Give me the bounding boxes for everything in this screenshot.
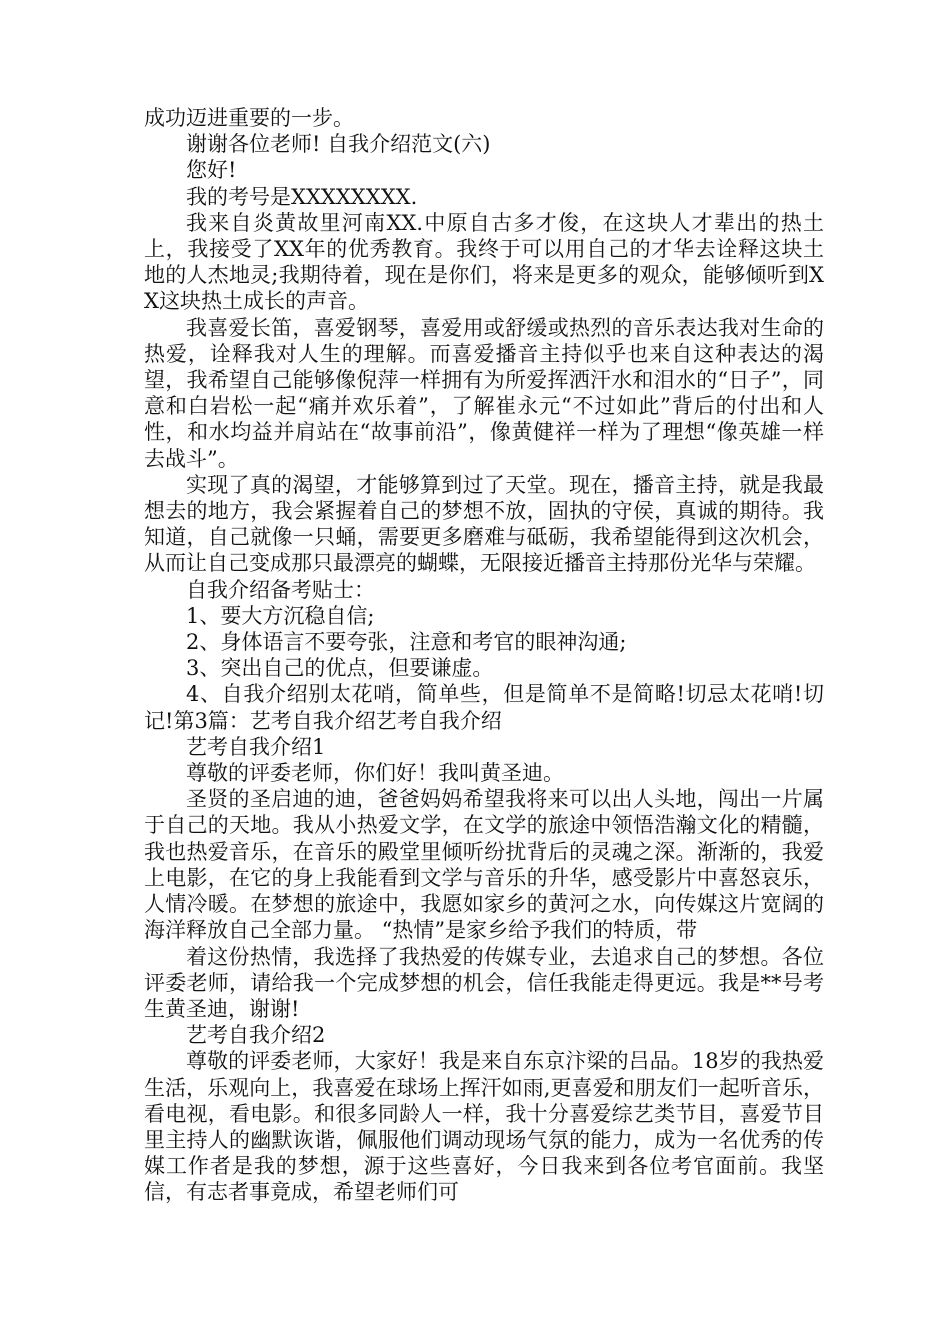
paragraph-continuation: 成功迈进重要的一步。 [144, 106, 354, 130]
document-body [144, 105, 824, 1206]
paragraph-tip-1: 1、要大方沉稳自信; [186, 603, 375, 628]
paragraph-section-2-body: 尊敬的评委老师，大家好！我是来自东京汴梁的吕品。18岁的我热爱生活，乐观向上，我喜爱在球场上挥汗如雨,更喜爱和朋友们一起听音乐，看电视，看电影。和很多同龄人一样，我十分喜爱综艺类节目，喜爱节目里主持人的幽默诙谐，佩服他们调动现场气氛的能力，成为一名优秀的传媒工作者是我的梦想，源于这些喜好，今日我来到各位考官面前。我坚信，有志者事竟成，希望老师们可 [144, 1049, 824, 1205]
paragraph-dream: 实现了真的渴望，才能够算到过了天堂。现在，播音主持，就是我最想去的地方，我会紧握着自己的梦想不放，固执的守侯，真诚的期待。我知道，自己就像一只蛹，需要更多磨难与砥砺，我希望能得到这次机会，从而让自己变成那只最漂亮的蝴蝶，无限接近播音主持那份光华与荣耀。 [144, 472, 824, 576]
paragraph-thanks-heading: 谢谢各位老师! 自我介绍范文(六) [186, 132, 491, 157]
paragraph-tip-4: 4、自我介绍别太花哨，简单些，但是简单不是简略!切忌太花哨!切记!第3篇：艺考自我介绍艺考自我介绍 [144, 682, 824, 733]
paragraph-section-1-closing: 着这份热情，我选择了我热爱的传媒专业，去追求自己的梦想。各位评委老师，请给我一个完成梦想的机会，信任我能走得更远。我是**号考生黄圣迪，谢谢! [144, 944, 824, 1021]
paragraph-section-1-body: 圣贤的圣启迪的迪，爸爸妈妈希望我将来可以出人头地，闯出一片属于自己的天地。我从小热爱文学，在文学的旅途中领悟浩瀚文化的精髓，我也热爱音乐，在音乐的殿堂里倾听纷扰背后的灵魂之深。渐渐的，我爱上电影，在它的身上我能看到文学与音乐的升华，感受影片中喜怒哀乐，人情冷暖。在梦想的旅途中，我愿如家乡的黄河之水，向传媒这片宽阔的海洋释放自己全部力量。 “热情”是家乡给予我们的特质，带 [144, 787, 824, 943]
paragraph-greeting: 您好! [186, 158, 237, 183]
paragraph-hometown: 我来自炎黄故里河南XX.中原自古多才俊，在这块人才辈出的热土上，我接受了XX年的优秀教育。我终于可以用自己的才华去诠释这块土地的人杰地灵;我期待着，现在是你们，将来是更多的观众，能够倾听到XX这块热土成长的声音。 [144, 210, 824, 314]
paragraph-hobbies: 我喜爱长笛，喜爱钢琴，喜爱用或舒缓或热烈的音乐表达我对生命的热爱，诠释我对人生的理解。而喜爱播音主持似乎也来自这种表达的渴望，我希望自己能够像倪萍一样拥有为所爱挥洒汗水和泪水的“日子”，同意和白岩松一起“痛并欢乐着”，了解崔永元“不过如此”背后的付出和人性，和水均益并肩站在“故事前沿”，像黄健祥一样为了理想“像英雄一样去战斗”。 [144, 315, 824, 471]
paragraph-section-1-title: 艺考自我介绍1 [186, 734, 326, 759]
paragraph-tip-3: 3、突出自己的优点，但要谦虚。 [186, 656, 494, 681]
paragraph-exam-number: 我的考号是XXXXXXXX. [186, 184, 418, 209]
paragraph-tips-heading: 自我介绍备考贴士： [186, 577, 375, 602]
paragraph-tip-2: 2、身体语言不要夸张，注意和考官的眼神沟通; [186, 630, 627, 655]
paragraph-section-1-greeting: 尊敬的评委老师，你们好！我叫黄圣迪。 [186, 761, 564, 786]
paragraph-section-2-title: 艺考自我介绍2 [186, 1023, 326, 1048]
